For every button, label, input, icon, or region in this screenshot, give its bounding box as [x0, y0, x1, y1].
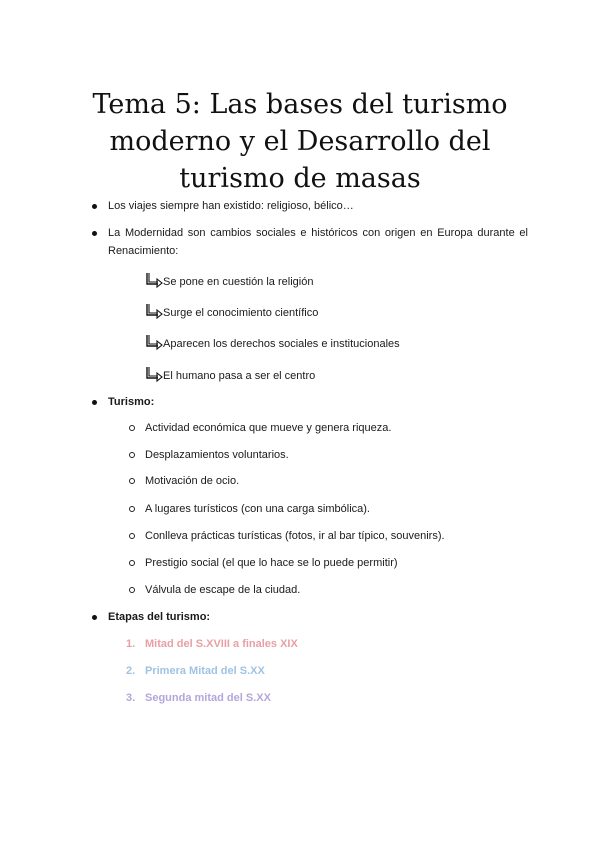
etapa-number: 1. — [126, 638, 136, 650]
turismo-heading: Turismo: — [108, 393, 528, 411]
bullet-viajes: Los viajes siempre han existido: religioso, bélico… — [108, 197, 528, 215]
corner-arrow-icon — [145, 303, 163, 319]
etapa-number: 3. — [126, 692, 136, 704]
turismo-item: Válvula de escape de la ciudad. — [145, 584, 301, 596]
modernidad-item-text: Se pone en cuestión la religión — [163, 276, 314, 288]
modernidad-item — [145, 334, 400, 351]
etapa-item — [126, 691, 271, 705]
modernidad-item — [145, 272, 313, 289]
etapa-text: Primera Mitad del S.XX — [145, 665, 265, 677]
corner-arrow-icon — [145, 272, 163, 288]
turismo-item: Conlleva prácticas turísticas (fotos, ir al bar típico, souvenirs). — [145, 530, 445, 542]
etapa-text: Segunda mitad del S.XX — [145, 692, 271, 704]
turismo-item: Motivación de ocio. — [145, 475, 240, 487]
corner-arrow-icon — [145, 366, 163, 382]
page-title: Tema 5: Las bases del turismo moderno y el Desarrollo del turismo de masas — [92, 89, 508, 194]
etapa-text: Mitad del S.XVIII a finales XIX — [145, 638, 298, 650]
turismo-item: Desplazamientos voluntarios. — [145, 449, 289, 461]
turismo-item: Prestigio social (el que lo hace se lo puede permitir) — [145, 557, 398, 569]
turismo-item: A lugares turísticos (con una carga simbólica). — [145, 503, 370, 515]
etapa-item — [126, 664, 265, 678]
modernidad-item — [145, 303, 318, 320]
etapa-number: 2. — [126, 665, 136, 677]
corner-arrow-icon — [145, 334, 163, 350]
modernidad-item-text: Aparecen los derechos sociales e institucionales — [163, 338, 400, 350]
bullet-modernidad: La Modernidad son cambios sociales e históricos con origen en Europa durante el Renacimiento: — [108, 224, 528, 260]
etapas-heading: Etapas del turismo: — [108, 608, 528, 626]
etapa-item — [126, 637, 298, 651]
modernidad-item-text: El humano pasa a ser el centro — [163, 370, 316, 382]
modernidad-item-text: Surge el conocimiento científico — [163, 307, 319, 319]
turismo-item: Actividad económica que mueve y genera riqueza. — [145, 422, 392, 434]
modernidad-item — [145, 366, 315, 383]
